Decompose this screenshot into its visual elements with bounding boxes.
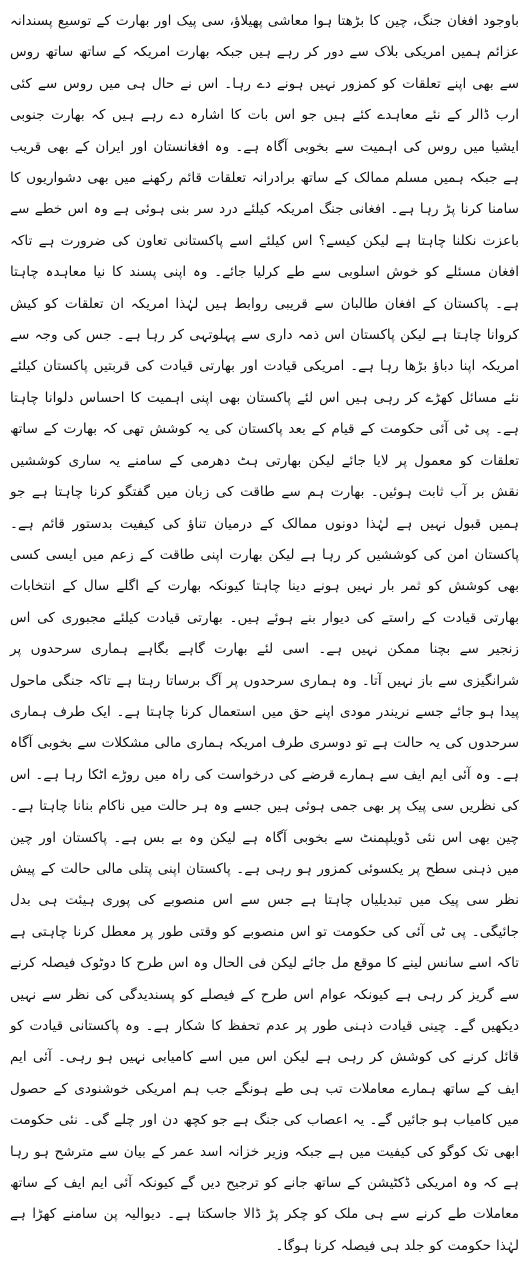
article-body: باوجود افغان جنگ، چین کا بڑھتا ہوا معاشی پھیلاؤ، سی پیک اور بھارت کے توسیع پسندانہ عزائم ہمیں امریکی بلاک سے دور کر رہے ہیں جبکہ بھارت امریکہ کے ساتھ ساتھ روس سے بھی اپنے تعلقات کو کمزور نہیں ہونے دے رہا۔ اس نے حال ہی میں روس سے کئی ارب ڈالر کے نئے معاہدے کئے ہیں جو اس بات کا اشارہ دے رہے ہیں کہ بھارت جنوبی ایشیا میں روس کی اہمیت سے بخوبی آگاہ ہے۔ وہ افغانستان اور ایران کے بھی قریب ہے جبکہ ہمیں مسلم ممالک کے ساتھ برادرانہ تعلقات قائم رکھنے میں بھی دشواریوں کا سامنا کرنا پڑ رہا ہے۔ افغانی جنگ امریکہ کیلئے درد سر بنی ہوئی ہے وہ اس خطے سے باعزت نکلنا چاہتا ہے لیکن کیسے؟ اس کیلئے اسے پاکستانی تعاون کی ضرورت ہے تاکہ افغان مسئلے کو خوش اسلوبی سے طے کرلیا جائے۔ وہ اپنی پسند کا نیا معاہدہ چاہتا ہے۔ پاکستان کے افغان طالبان سے قریبی روابط ہیں لہٰذا امریکہ ان تعلقات کو کیش کروانا چاہتا ہے لیکن پاکستان اس ذمہ داری سے پہلوتہی کر رہا ہے۔ جس کی وجہ سے امریکہ اپنا دباؤ بڑھا رہا ہے۔ امریکی قیادت اور بھارتی قیادت کی قربتیں پاکستان کیلئے نئے مسائل کھڑے کر رہی ہیں اس لئے پاکستان بھی اپنی اہمیت کا احساس دلوانا چاہتا ہے۔ پی ٹی آئی حکومت کے قیام کے بعد پاکستان کی یہ کوشش تھی کہ بھارت کے ساتھ تعلقات کو معمول پر لایا جائے لیکن بھارتی ہٹ دھرمی کے سامنے یہ ساری کوششیں نقش بر آب ثابت ہوئیں۔ بھارت ہم سے طاقت کی زبان میں گفتگو کرنا چاہتا ہے جو ہمیں قبول نہیں ہے لہٰذا دونوں ممالک کے درمیان تناؤ کی کیفیت بدستور قائم ہے۔ پاکستان امن کی کوششیں کر رہا ہے لیکن بھارت اپنی طاقت کے زعم میں ایسی کسی بھی کوشش کو ثمر بار نہیں ہونے دینا چاہتا کیونکہ بھارت کے اگلے سال کے انتخابات بھارتی قیادت کے راستے کی دیوار بنے ہوئے ہیں۔ بھارتی قیادت کیلئے مجبوری کی اس زنجیر سے بچنا ممکن نہیں ہے۔ اسی لئے بھارت گاہے بگاہے ہماری سرحدوں پر شرانگیزی سے باز نہیں آتا۔ وہ ہماری سرحدوں پر آگ برساتا رہتا ہے تاکہ جنگی ماحول پیدا ہو جائے جسے نریندر مودی اپنے حق میں استعمال کرنا چاہتا ہے۔ ایک طرف ہماری سرحدوں کی یہ حالت ہے تو دوسری طرف امریکہ ہماری مالی مشکلات سے بخوبی آگاہ ہے۔ وہ آئی ایم ایف سے ہمارے قرضے کی درخواست کی راہ میں روڑے اٹکا رہا ہے۔ اس کی نظریں سی پیک پر بھی جمی ہوئی ہیں جسے وہ ہر حالت میں ناکام بنانا چاہتا ہے۔ چین بھی اس نئی ڈویلپمنٹ سے بخوبی آگاہ ہے لیکن وہ بے بس ہے۔ پاکستان اور چین میں ذہنی سطح پر یکسوئی کمزور ہو رہی ہے۔ پاکستان اپنی پتلی مالی حالت کے پیش نظر سی پیک میں تبدیلیاں چاہتا ہے جس سے اس منصوبے کی پوری ہیئت ہی بدل جائیگی۔ پی ٹی آئی کی حکومت تو اس منصوبے کو وقتی طور پر معطل کرنا چاہتی ہے تاکہ اسے سانس لینے کا موقع مل جائے لیکن فی الحال وہ اس طرح کا دوٹوک فیصلہ کرنے سے گریز کر رہی ہے کیونکہ عوام اس طرح کے فیصلے کو پسندیدگی کی نظر سے نہیں دیکھیں گے۔ چینی قیادت ذہنی طور پر عدم تحفظ کا شکار ہے۔ وہ پاکستانی قیادت کو قائل کرنے کی کوشش کر رہی ہے لیکن اس میں اسے کامیابی نہیں ہو رہی۔ آئی ایم ایف کے ساتھ ہمارے معاملات تب ہی طے ہونگے جب ہم امریکی خوشنودی کے حصول میں کامیاب ہو جائیں گے۔ یہ اعصاب کی جنگ ہے جو کچھ دن اور چلے گی۔ نئی حکومت ابھی تک کوگو کی کیفیت میں ہے جبکہ وزیر خزانہ اسد عمر کے بیان سے مترشح ہو رہا ہے کہ وہ امریکی ڈکٹیشن کے ساتھ جانے کو ترجیح دیں گے کیونکہ آئی ایم ایف کے ساتھ معاملات طے کرنے سے ہی ملک کو چکر پڑ ڈالا جاسکتا ہے۔ دیوالیہ پن سامنے کھڑا ہے لہٰذا حکومت کو جلد ہی فیصلہ کرنا ہوگا۔: [10, 13, 519, 1254]
